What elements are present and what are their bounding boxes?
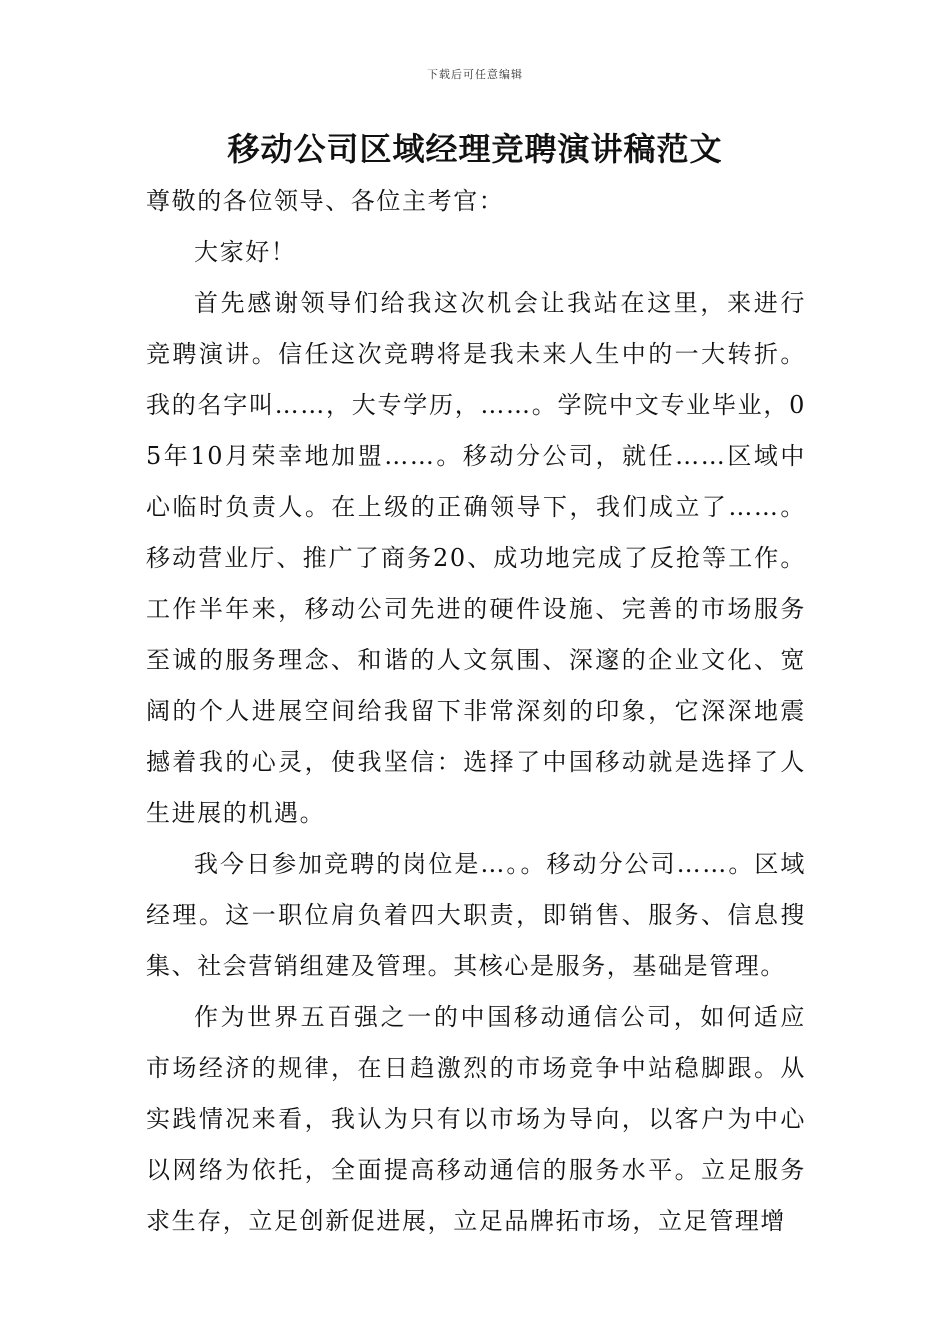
- paragraph-position: 我今日参加竞聘的岗位是…。。移动分公司……。区域经理。这一职位肩负着四大职责，即销售、服务、信息搜集、社会营销组建及管理。其核心是服务，基础是管理。: [146, 850, 806, 980]
- salutation: 尊敬的各位领导、各位主考官：: [146, 187, 505, 215]
- paragraph-strategy: 作为世界五百强之一的中国移动通信公司，如何适应市场经济的规律，在日趋激烈的市场竞争中站稳脚跟。从实践情况来看，我认为只有以市场为导向，以客户为中心以网络为依托，全面提高移动通信的服务水平。立足服务求生存，立足创新促进展，立足品牌拓市场，立足管理增: [146, 1003, 806, 1235]
- document-body: [146, 176, 806, 1247]
- document-title: 移动公司区域经理竞聘演讲稿范文: [227, 130, 723, 168]
- paragraph-introduction: 首先感谢领导们给我这次机会让我站在这里，来进行竞聘演讲。信任这次竞聘将是我未来人生中的一大转折。我的名字叫……，大专学历，……。学院中文专业毕业，05年10月荣幸地加盟……。移动分公司，就任……区域中心临时负责人。在上级的正确领导下，我们成立了……。移动营业厅、推广了商务20、成功地完成了反抢等工作。工作半年来，移动公司先进的硬件设施、完善的市场服务至诚的服务理念、和谐的人文氛围、深邃的企业文化、宽阔的个人进展空间给我留下非常深刻的印象，它深深地震撼着我的心灵，使我坚信：选择了中国移动就是选择了人生进展的机遇。: [146, 289, 806, 827]
- paragraph-greeting: 大家好！: [194, 238, 297, 266]
- header-note: 下载后可任意编辑: [427, 68, 523, 81]
